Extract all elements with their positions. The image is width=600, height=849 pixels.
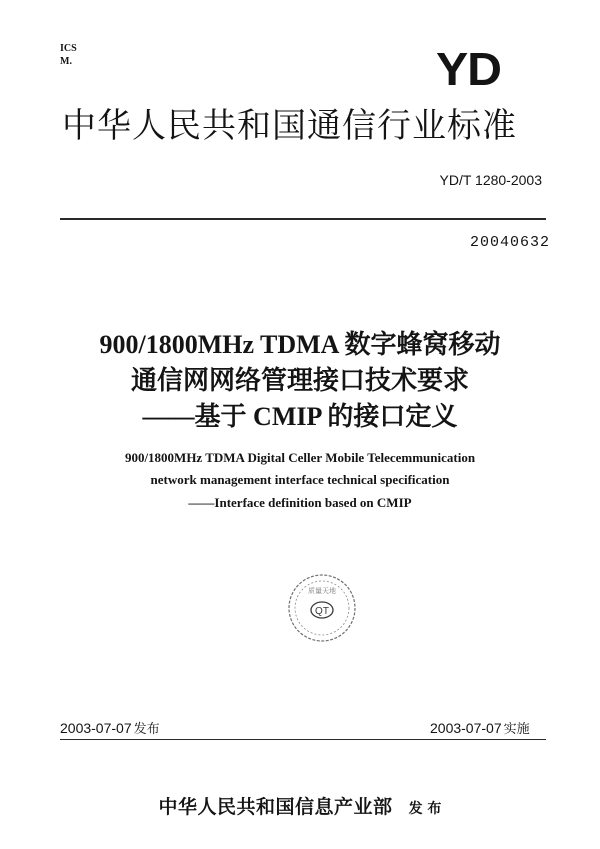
ics-classification — [60, 42, 77, 68]
standard-category-title: 中华人民共和国通信行业标准 — [62, 106, 517, 146]
issue-date-block — [60, 718, 160, 737]
quality-seal-stamp — [286, 572, 358, 644]
effective-date: 2003-07-07 — [430, 720, 502, 736]
publisher-line — [0, 792, 600, 819]
chinese-title-line-1: 900/1800MHz TDMA 数字蜂窝移动 — [99, 330, 501, 359]
seal-center-text: QT — [315, 606, 329, 617]
publisher-name: 中华人民共和国信息产业部 — [158, 796, 393, 818]
chinese-title-line-3: ——基于 CMIP 的接口定义 — [142, 402, 458, 431]
yd-logo: YD — [436, 43, 502, 95]
seal-arc-text: 质量天地 — [308, 587, 336, 595]
english-title-line-3: ——Interface definition based on CMIP — [188, 495, 412, 510]
issue-label: 发布 — [133, 722, 160, 737]
english-title-line-1: 900/1800MHz TDMA Digital Celler Mobile Telecemmunication — [124, 450, 476, 465]
ics-subcode: M. — [60, 56, 72, 67]
top-divider — [60, 218, 546, 220]
effective-label: 实施 — [503, 722, 530, 737]
standard-number: YD/T 1280-2003 — [439, 172, 542, 188]
issue-date: 2003-07-07 — [60, 720, 132, 736]
effective-date-block — [430, 718, 530, 737]
archive-serial-number: 20040632 — [469, 234, 550, 251]
english-title-line-2: network management interface technical specification — [150, 472, 450, 487]
publisher-action: 发 布 — [408, 801, 442, 817]
ics-code: ICS — [60, 43, 77, 54]
chinese-title-line-2: 通信网网络管理接口技术要求 — [130, 366, 469, 395]
bottom-divider — [60, 739, 546, 740]
